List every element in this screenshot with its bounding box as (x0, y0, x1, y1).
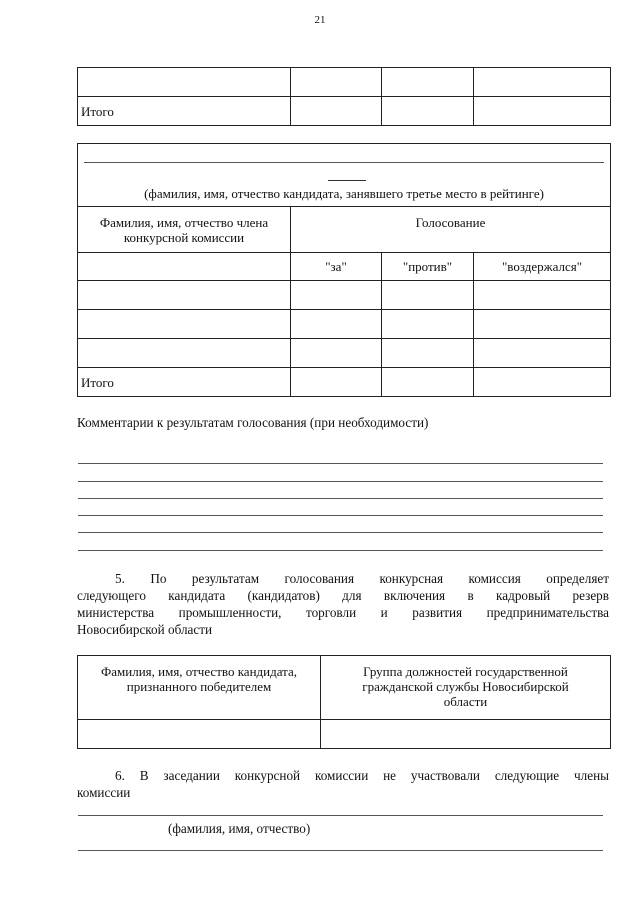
votes-row (78, 253, 611, 281)
candidate-caption: (фамилия, имя, отчество кандидата, занявшего третье место в рейтинге) (144, 186, 544, 201)
comment-line-4 (78, 515, 603, 516)
table-row (78, 97, 611, 126)
table-row (78, 368, 611, 397)
short-rule (328, 180, 366, 181)
table-row (78, 281, 611, 310)
candidate-row (78, 144, 611, 207)
winner-name-header: Фамилия, имя, отчество кандидата, признанного победителем (78, 656, 321, 720)
winner-table (77, 655, 611, 749)
total-label: Итого (78, 97, 291, 126)
comment-line-2 (78, 481, 603, 482)
voting-header: Голосование (291, 207, 611, 253)
position-group-header: Группа должностей государственной гражданской службы Новосибирской области (321, 656, 611, 720)
comment-line-1 (78, 463, 603, 464)
section-6-text: 6. В заседании конкурсной комиссии не участвовали следующие члены комиссии (77, 768, 609, 800)
member-header: Фамилия, имя, отчество члена конкурсной комиссии (78, 207, 291, 253)
name-caption: (фамилия, имя, отчество) (168, 821, 311, 836)
candidate-name-line (84, 162, 604, 163)
table-row (78, 339, 611, 368)
absent-member-line-2 (78, 850, 603, 851)
table-row (78, 68, 611, 97)
voting-table-third-candidate (77, 143, 611, 397)
vote-against: "против" (382, 253, 474, 281)
total-label: Итого (78, 368, 291, 397)
page-number: 21 (314, 14, 326, 26)
comment-line-3 (78, 498, 603, 499)
table-row (78, 310, 611, 339)
vote-for: "за" (291, 253, 382, 281)
header-row (78, 207, 611, 253)
comment-line-5 (78, 532, 603, 533)
comments-label: Комментарии к результатам голосования (при необходимости) (77, 415, 429, 430)
table-row (78, 720, 611, 749)
section-5-text: 5. По результатам голосования конкурсная комиссия определяет следующего кандидата (кандидатов) для включения в кадровый резерв министерства промышленности, торговли и развития предпринимательства Новосибирской области (77, 571, 609, 637)
comment-line-6 (78, 550, 603, 551)
vote-abstain: "воздержался" (474, 253, 611, 281)
header-row (78, 656, 611, 720)
voting-table-continued (77, 67, 611, 126)
absent-member-line (78, 815, 603, 816)
